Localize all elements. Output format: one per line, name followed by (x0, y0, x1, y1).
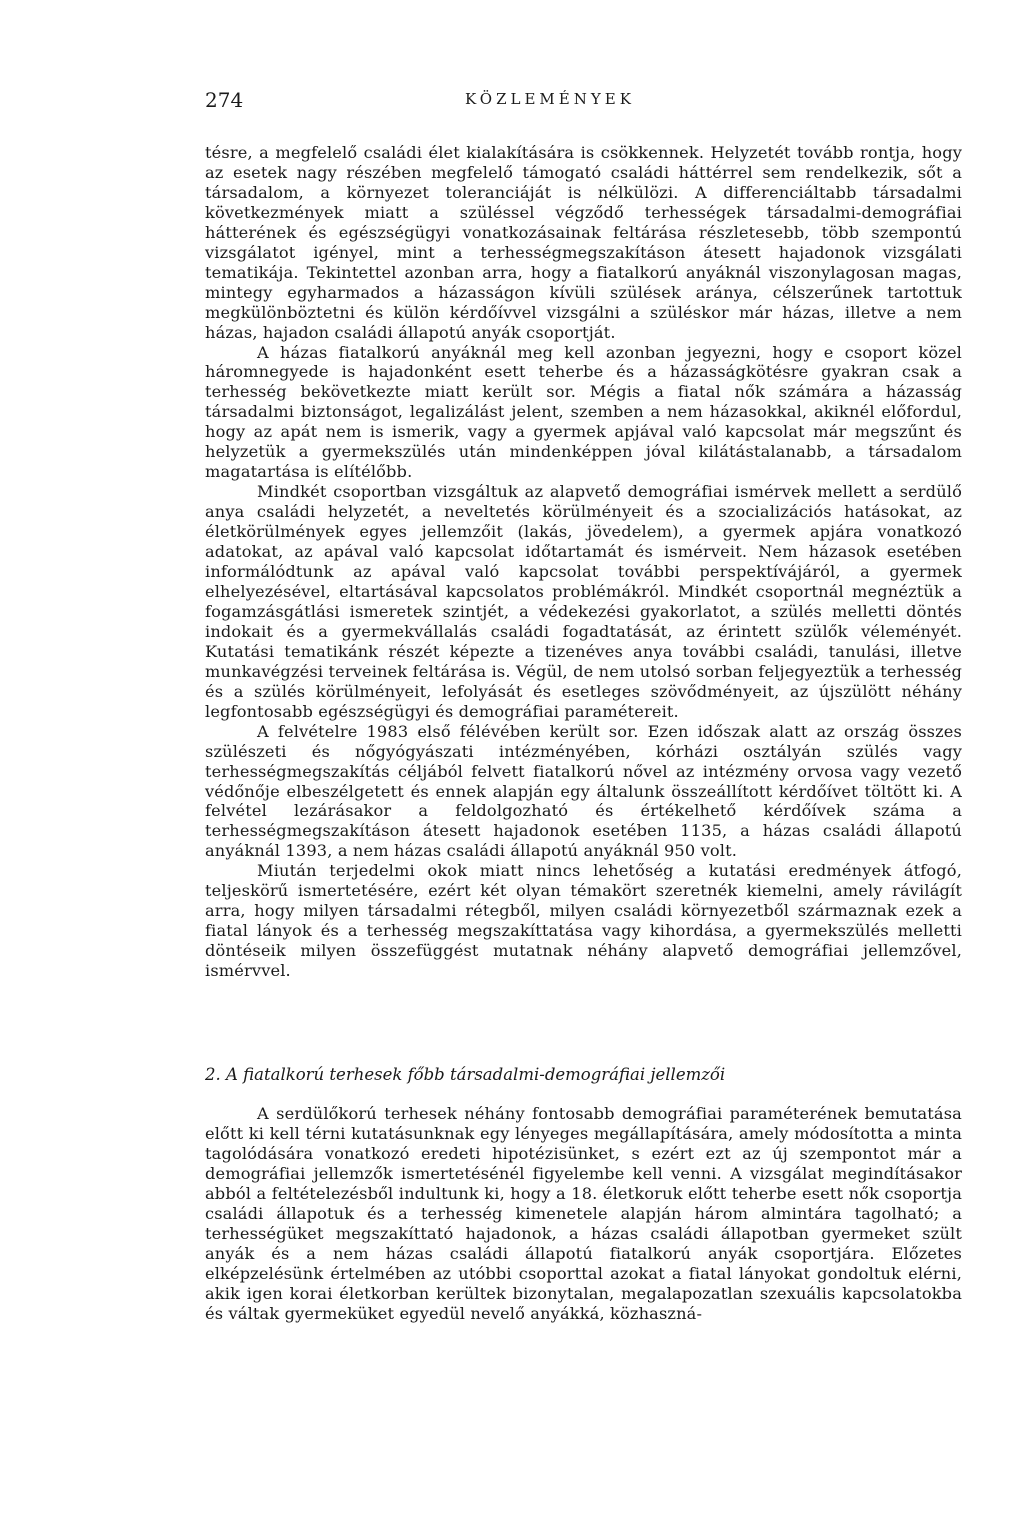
paragraph: A serdülőkorú terhesek néhány fontosabb demográfiai paraméterének bemutatása előtt ki kell térni kutatásunknak egy lényeges megállapítására, amely módosította a minta tagolódására vonatkozó eredeti hipotézisünket, s ezért ezt az új szempontot már a demográfiai jellemzők ismertetésénél figyelembe kell venni. A vizsgálat megindításakor abból a feltételezésből indultunk ki, hogy a 18. életkoruk előtt teherbe esett nők csoportja családi állapotuk és a terhesség kimenetele alapján három almintára tagolható; a terhességüket megszakíttató hajadonok, a házas családi állapotban gyermeket szült anyák és a nem házas családi állapotú fiatalkorú anyák csoportjára. Előzetes elképzelésünk értelmében az utóbbi csoporttal azokat a fiatal lányokat gondoltuk elérni, akik igen korai életkorban kerültek bizonytalan, megalapozatlan szexuális kapcsolatokba és váltak gyermeküket egyedül nevelő anyákká, közhaszná- (205, 1104, 962, 1323)
paragraph: Miután terjedelmi okok miatt nincs lehetőség a kutatási eredmények átfogó, teljeskörű ismertetésére, ezért két olyan témakört szeretnék kiemelni, amely rávilágít arra, hogy milyen társadalmi rétegből, milyen családi környezetből származnak ezek a fiatal lányok és a terhesség megszakíttatása vagy kihordása, a gyermekszülés melletti döntéseik milyen összefüggést mutatnak néhány alapvető demográfiai jellemzővel, ismérvvel. (205, 861, 962, 981)
document-page (205, 0, 962, 1516)
section-body (205, 1104, 962, 1323)
paragraph: A felvételre 1983 első félévében került sor. Ezen időszak alatt az ország összes szülészeti és nőgyógyászati intézményében, kórházi osztályán szülés vagy terhességmegszakítás céljából felvett fiatalkorú nővel az intézmény orvosa vagy vezető védőnője elbeszélgetett és ennek alapján egy általunk összeállított kérdőívet töltött ki. A felvétel lezárásakor a feldolgozható és értékelhető kérdőívek száma a terhességmegszakításon átesett hajadonok esetében 1135, a házas családi állapotú anyáknál 1393, a nem házas családi állapotú anyáknál 950 volt. (205, 721, 962, 861)
running-head: KÖZLEMÉNYEK (465, 90, 635, 108)
body-text (205, 143, 962, 981)
section-heading: 2. A fiatalkorú terhesek főbb társadalmi-demográfiai jellemzői (205, 1065, 726, 1084)
paragraph: Mindkét csoportban vizsgáltuk az alapvető demográfiai ismérvek mellett a serdülő anya családi helyzetét, a neveltetés körülményeit és a szocializációs hatásokat, az életkörülmények egyes jellemzőit (lakás, jövedelem), a gyermek apjára vonatkozó adatokat, az apával való kapcsolat időtartamát és ismérveit. Nem házasok esetében informálódtunk az apával való kapcsolat további perspektívájáról, a gyermek elhelyezésével, eltartásával kapcsolatos problémákról. Mindkét csoportnál megnéztük a fogamzásgátlási ismeretek szintjét, a védekezési gyakorlatot, a szülés melletti döntés indokait és a gyermekvállalás családi fogadtatását, az érintett szülők véleményét. Kutatási tematikánk részét képezte a tizenéves anya további családi, tanulási, illetve munkavégzési terveinek feltárása is. Végül, de nem utolsó sorban feljegyeztük a terhesség és a szülés körülményeit, lefolyását és esetleges szövődményeit, az újszülött néhány legfontosabb egészségügyi és demográfiai paramétereit. (205, 482, 962, 721)
page-number: 274 (205, 88, 244, 112)
page-header (205, 88, 962, 114)
paragraph: A házas fiatalkorú anyáknál meg kell azonban jegyezni, hogy e csoport közel háromnegyede is hajadonként esett teherbe és a házasságkötésre gyakran csak a terhesség bekövetkezte miatt került sor. Mégis a fiatal nők számára a házasság társadalmi biztonságot, legalizálást jelent, szemben a nem házasokkal, akiknél előfordul, hogy az apát nem is ismerik, vagy a gyermek apjával való kapcsolat már megszűnt és helyzetük a gyermekszülés után mindenképpen jóval kilátástalanabb, a társadalom magatartása is elítélőbb. (205, 342, 962, 482)
paragraph-continuation: tésre, a megfelelő családi élet kialakítására is csökkennek. Helyzetét tovább rontja, hogy az esetek nagy részében megfelelő támogató családi háttérrel sem rendelkezik, sőt a társadalom, a környezet toleranciáját is nélkülözi. A differenciáltabb társadalmi következmények miatt a szüléssel végződő terhességek társadalmi-demográfiai hátterének és egészségügyi vonatkozásainak feltárása részletesebb, több szempontú vizsgálatot igényel, mint a terhességmegszakításon átesett hajadonok vizsgálati tematikája. Tekintettel azonban arra, hogy a fiatalkorú anyáknál viszonylagosan magas, mintegy egyharmados a házasságon kívüli szülések aránya, célszerűnek tartottuk megkülönböztetni és külön kérdőívvel vizsgálni a szüléskor már házas, illetve a nem házas, hajadon családi állapotú anyák csoportját. (205, 143, 962, 342)
